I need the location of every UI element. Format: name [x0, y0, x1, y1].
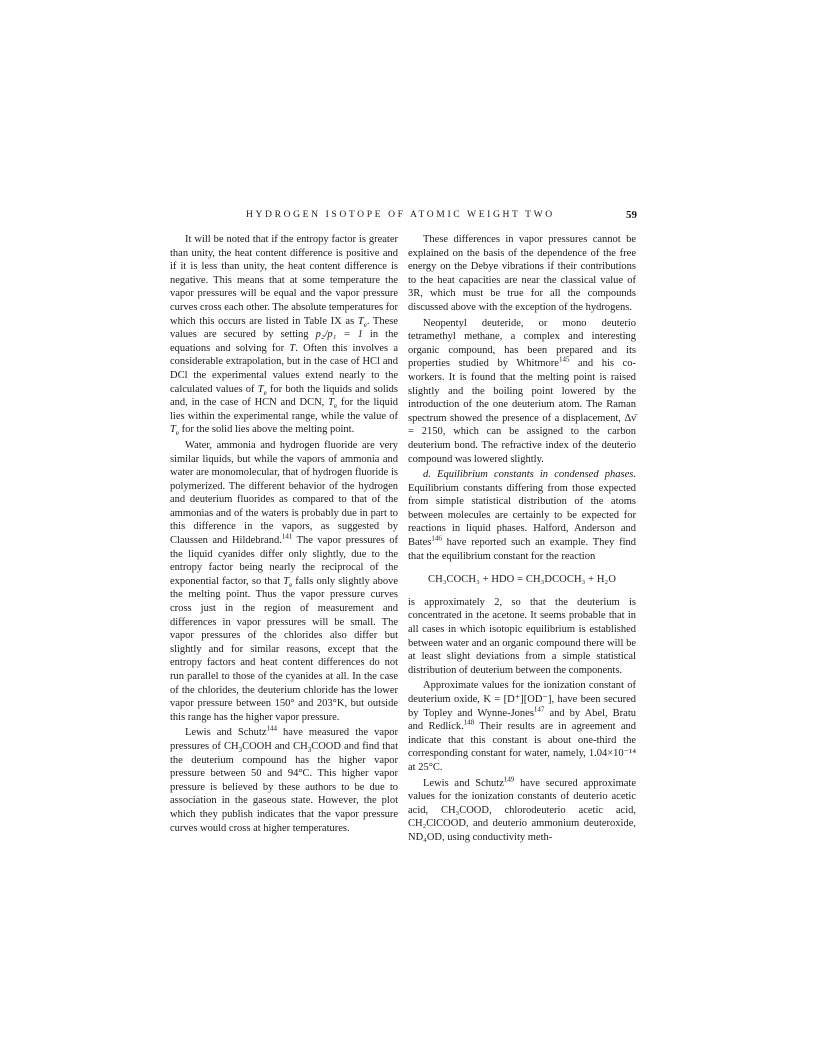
paragraph-entropy-factor: It will be noted that if the entropy factor is greater than unity, the heat content difference is positive and if it is less than unity, the heat content difference is negative. This means that at some temperature the vapor pressures will be equal and the vapor pressure curves cross each other. The absolute temperatures for which this occurs are listed in Table IX as $T_e$. These values are secured by setting p₂/p₁ = 1 in the equations and solving for T. Often this involves a considerable extrapolation, but in the case of HCl and DCl the experimental values extend nearly to the calculated values of $T_e$ for both the liquids and solids and, in the case of HCN and DCN, $T_e$ for the liquid lies within the experimental range, while the value of $T_e$ for the solid lies above the melting point.	[170, 234, 399, 438]
paragraph-equilibrium-constants: d. Equilibrium constants in condensed phases. Equilibrium constants differing from those expected from simple statistical distribution of the atoms between molecules are certainly to be expected for reactions in liquid phases. Halford, Anderson and Bates$^{146}$ have reported such an example. They find that the equilibrium constant for the reaction	[408, 469, 636, 562]
page-number: 59	[626, 209, 637, 221]
paragraph-lewis-schutz-ionization: Lewis and Schutz$^{149}$ have secured approximate values for the ionization constants of deuterio acetic acid, CH₃COOD, chlorodeuterio acetic acid, CH₂ClCOOD, and deuterio ammonium deuteroxide, ND₄OD, using conductivity meth-	[408, 775, 636, 843]
paragraph-lewis-schutz-vapor: Lewis and Schutz$^{144}$ have measured the vapor pressures of $CH_3COOH$ and $CH_3COOD$ and find that the deuterium compound has the higher vapor pressure between 50 and 94°C. This higher vapor pressure is believed by these authors to be due to association in the gaseous state. However, the plot which they publish indicates that the vapor pressure curves would cross at higher temperatures.	[170, 724, 399, 834]
section-subheading: d. Equilibrium constants in condensed phases.	[423, 469, 636, 481]
footnote-ref-141: 141	[281, 532, 293, 541]
footnote-ref-148: 148	[463, 718, 475, 727]
footnote-ref-147: 147	[533, 705, 545, 714]
paragraph-ionization-constant: Approximate values for the ionization constant of deuterium oxide, K = [D⁺][OD⁻], have been secured by Topley and Wynne-Jones$^{147}$ and by Abel, Bratu and Redlick.$^{148}$ Their results are in agreement and indicate that this constant is about one-third the corresponding constant for water, namely, 1.04×10⁻¹⁴ at 25°C.	[408, 680, 636, 773]
footnote-ref-149: 149	[503, 775, 515, 784]
running-head	[170, 207, 637, 223]
left-column	[170, 233, 398, 837]
right-column	[408, 233, 636, 847]
paragraph-acetone-concentration: is approximately 2, so that the deuterium is concentrated in the acetone. It seems probable that in all cases in which isotopic equilibrium is established between water and an organic compound there will be at least slight deviations from a simple statistical distribution of deuterium between the components.	[408, 596, 636, 676]
footnote-ref-144: 144	[266, 724, 277, 733]
paragraph-neopentyl-deuteride: Neopentyl deuteride, or mono deuterio tetramethyl methane, a complex and interesting organic compound, has been prepared and its properties studied by Whitmore$^{145}$ and his co-workers. It is found that the melting point is raised slightly and the boiling point lowered by the introduction of the one deuterium atom. The Raman spectrum showed the presence of a displacement, Δν̄ = 2150, which can be assigned to the carbon deuterium bond. The refractive index of the deuterio compound was lowered slightly.	[408, 317, 636, 465]
reaction-equation: CH₃COCH₃ + HDO = CH₃DCOCH₃ + H₂O	[427, 574, 617, 586]
running-title: HYDROGEN ISOTOPE OF ATOMIC WEIGHT TWO	[246, 209, 555, 220]
footnote-ref-145: 145	[558, 355, 570, 364]
paragraph-water-ammonia: Water, ammonia and hydrogen fluoride are very similar liquids, but while the vapors of ammonia and water are monomolecular, that of hydrogen fluoride is polymerized. The different behavior of the hydrogen and deuterium fluorides as compared to that of the ammonias and of the waters is probably due in part to this difference in the vapors, as suggested by Claussen and Hildebrand.$^{141}$ The vapor pressures of the liquid cyanides differ only slightly, due to the entropy factor being nearly the reciprocal of the exponential factor, so that $T_e$ falls only slightly above the melting point. Thus the vapor pressure curves cross just in the region of measurement and differences in vapor pressures will be small. The vapor pressures of the chlorides also differ but slightly and for similar reasons, except that the entropy factors and heat content differences do not run parallel to those of the cyanides at all. In the case of the chlorides, the deuterium chloride has the lower vapor pressure between 150° and 203°K, but outside this range has the higher vapor pressure.	[170, 439, 398, 723]
paragraph-debye-vibrations: These differences in vapor pressures cannot be explained on the basis of the dependence of the free energy on the Debye vibrations if their contributions to the heat capacities are near the classical value of 3R, which must be true for all the compounds discussed above with the exception of the hydrogens.	[408, 234, 636, 313]
footnote-ref-146: 146	[431, 534, 442, 543]
